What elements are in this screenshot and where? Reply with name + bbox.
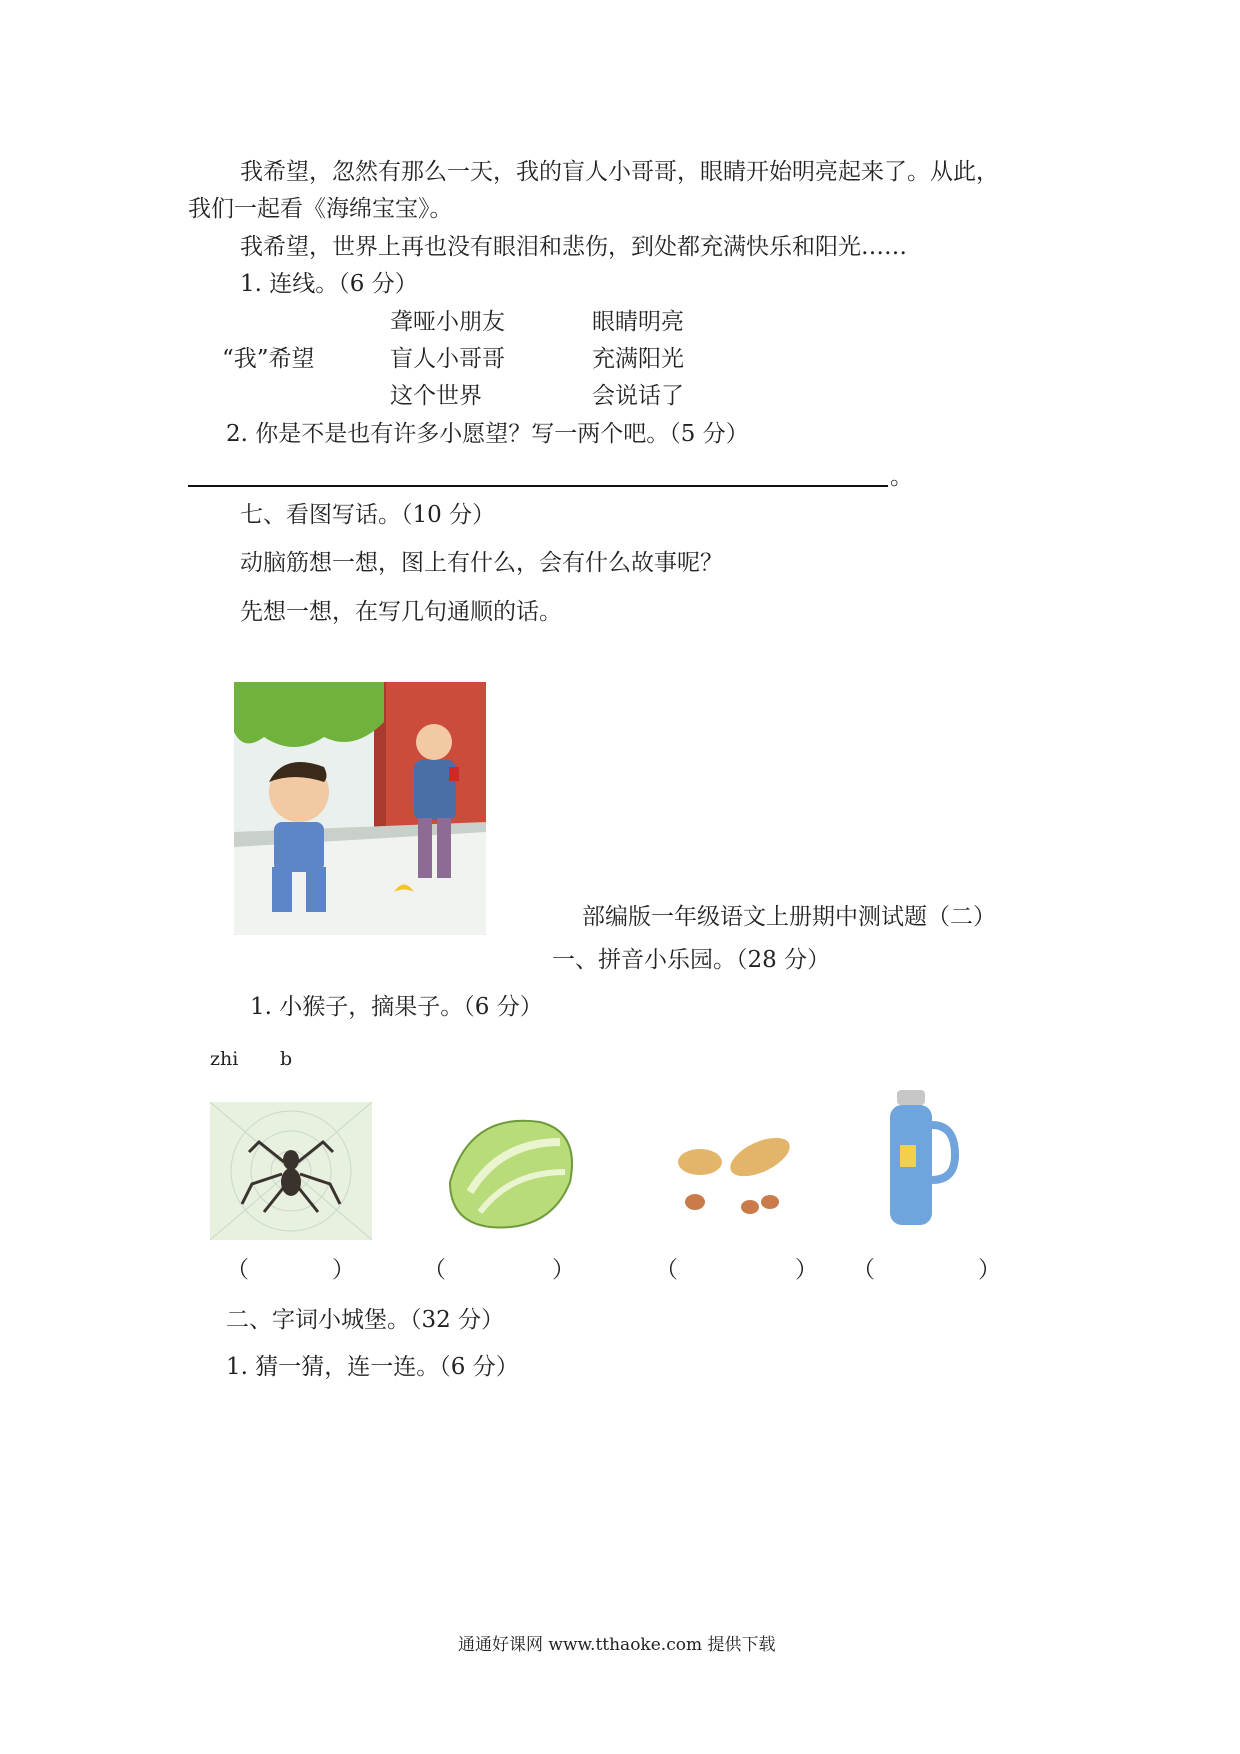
match-left-2[interactable]: 盲人小哥哥 — [390, 346, 505, 372]
blank-3-open[interactable]: （ — [655, 1257, 678, 1283]
peanut-picture — [660, 1102, 810, 1240]
blank-2-close[interactable]: ） — [552, 1257, 575, 1283]
section-1-title: 一、拼音小乐园。（28 分） — [552, 947, 831, 973]
blank-4-open[interactable]: （ — [852, 1257, 875, 1283]
footer: 通通好课网 www.tthaoke.com 提供下载 — [458, 1635, 776, 1655]
blank-4-close[interactable]: ） — [978, 1257, 1001, 1283]
cabbage-picture — [430, 1102, 590, 1240]
blank-3-close[interactable]: ） — [795, 1257, 818, 1283]
spider-picture — [210, 1102, 372, 1240]
pinyin-hint-1: zhi — [210, 1048, 239, 1070]
test-2-title: 部编版一年级语文上册期中测试题（二） — [582, 904, 996, 930]
blank-1-open[interactable]: （ — [226, 1257, 249, 1283]
blank-2-open[interactable]: （ — [423, 1257, 446, 1283]
section-7-prompt-2: 先想一想，在写几句通顺的话。 — [240, 599, 562, 625]
section-7-prompt-1: 动脑筋想一想，图上有什么，会有什么故事呢？ — [240, 550, 723, 576]
pinyin-hint-2: b — [280, 1048, 293, 1070]
section-7-title: 七、看图写话。（10 分） — [240, 502, 496, 528]
story-picture — [234, 682, 486, 935]
thermos-picture — [865, 1085, 965, 1235]
match-right-3[interactable]: 会说话了 — [592, 383, 684, 409]
match-subject[interactable]: “我”希望 — [222, 346, 315, 372]
question-2: 2. 你是不是也有许多小愿望？写一两个吧。（5 分） — [226, 421, 749, 447]
passage-line-3: 我希望，世界上再也没有眼泪和悲伤，到处都充满快乐和阳光…… — [240, 234, 907, 260]
answer-line[interactable] — [188, 485, 888, 487]
question-guess: 1. 猜一猜，连一连。（6 分） — [226, 1354, 519, 1380]
blank-1-close[interactable]: ） — [332, 1257, 355, 1283]
passage-line-2: 我们一起看《海绵宝宝》。 — [188, 196, 453, 222]
passage-line-1: 我希望，忽然有那么一天，我的盲人小哥哥，眼睛开始明亮起来了。从此， — [240, 159, 999, 185]
section-2-title: 二、字词小城堡。（32 分） — [226, 1307, 505, 1333]
match-left-1[interactable]: 聋哑小朋友 — [390, 309, 505, 335]
match-left-3[interactable]: 这个世界 — [390, 383, 482, 409]
match-right-2[interactable]: 充满阳光 — [592, 346, 684, 372]
question-1: 1. 连线。（6 分） — [240, 271, 418, 297]
question-monkey: 1. 小猴子，摘果子。（6 分） — [250, 994, 543, 1020]
answer-line-end: 。 — [890, 464, 913, 490]
match-right-1[interactable]: 眼睛明亮 — [592, 309, 684, 335]
